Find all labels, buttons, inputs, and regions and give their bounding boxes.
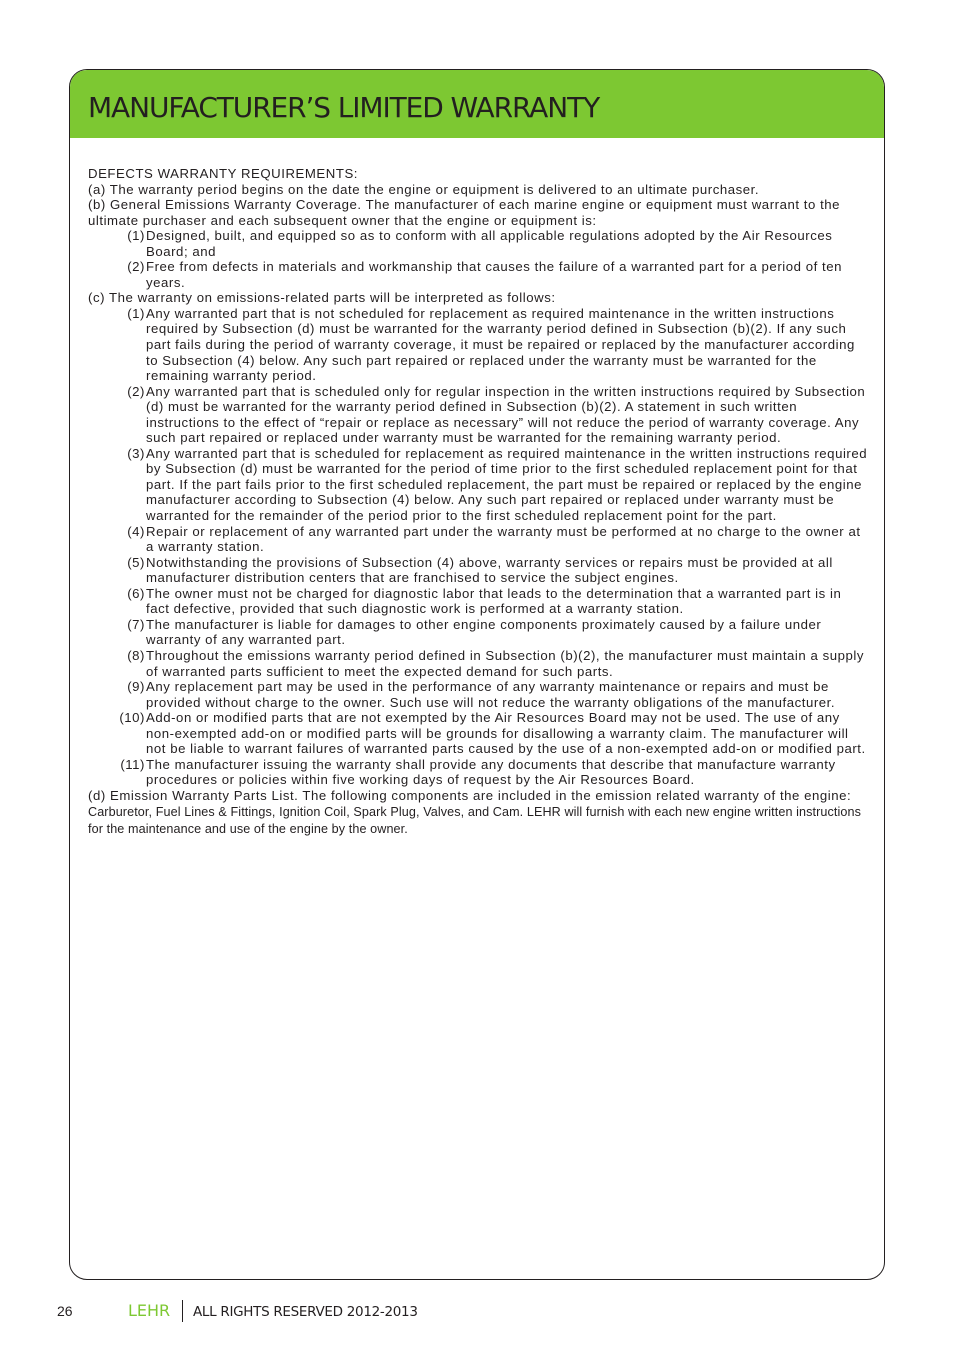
list-item-number: (4) [127, 523, 145, 539]
list-item-text: Any replacement part may be used in the performance of any warranty maintenance or repairs and must be provided without charge to the owner. Such use will not reduce the warranty obligations of the manufacturer. [146, 679, 836, 710]
clause-a: (a) The warranty period begins on the date the engine or equipment is delivered to an ultimate purchaser. [88, 181, 760, 197]
list-item-number: (5) [127, 554, 145, 570]
list-item [88, 710, 868, 757]
list-item-text: The manufacturer is liable for damages to other engine components proximately caused by a failure under warranty of any warranted part. [146, 616, 822, 648]
list-item-text: Repair or replacement of any warranted part under the warranty must be performed at no charge to the owner at a warranty station. [146, 523, 861, 555]
list-item [88, 524, 868, 555]
list-item-text: Any warranted part that is scheduled for replacement as required maintenance in the written instructions required by Subsection (d) must be warranted for the period of time prior to the first scheduled replacement point for that part. If the part fails prior to the first scheduled replacement, the part must be repaired or replaced by the engine manufacturer according to Subsection (4) below. Any such part repaired or replaced under warranty must be warranted for the remainder of the period prior to the first scheduled replacement point for the part. [146, 445, 868, 524]
list-item-number: (1) [127, 228, 145, 244]
list-item-text: Any warranted part that is not scheduled for replacement as required maintenance in the written instructions required by Subsection (d) must be warranted for the warranty period defined in Subsection (b)(2). If any such part fails during the period of warranty coverage, it must be repaired or replaced by the manufacturer according to Subsection (4) below. Any such part repaired or replaced under the warranty must be warranted for the remaining warranty period. [146, 305, 855, 384]
list-item-number: (6) [127, 585, 145, 601]
list-item-number: (7) [127, 616, 145, 632]
section-heading: DEFECTS WARRANTY REQUIREMENTS: [88, 166, 359, 181]
list-item-number: (8) [127, 647, 145, 663]
list-item [88, 259, 868, 290]
clause-c: (c) The warranty on emissions-related parts will be interpreted as follows: [88, 290, 556, 306]
list-item-number: (3) [127, 445, 145, 461]
page-title: MANUFACTURER’S LIMITED WARRANTY [88, 91, 600, 124]
list-item-text: Designed, built, and equipped so as to conform with all applicable regulations adopted by the Air Resources Board; and [146, 228, 833, 259]
list-item [88, 586, 868, 617]
list-item-number: (10) [119, 710, 145, 726]
list-item-text: Add-on or modified parts that are not exempted by the Air Resources Board may not be used. The use of any non-exempted add-on or modified parts will be grounds for disallowing a warranty claim. The manufacturer will not be liable to warrant failures of warranted parts caused by the use of a non-exempted add-on or modified part. [146, 710, 866, 757]
list-item [88, 446, 868, 524]
copyright-text: ALL RIGHTS RESERVED 2012-2013 [193, 1304, 418, 1320]
list-item-number: (2) [127, 383, 145, 399]
clause-c-list [88, 306, 868, 788]
list-item [88, 228, 868, 259]
page-footer [0, 1303, 954, 1327]
list-item-number: (9) [127, 679, 145, 695]
list-item-number: (1) [127, 305, 145, 321]
list-item-text: The owner must not be charged for diagnostic labor that leads to the determination that a warranted part is in fact defective, provided that such diagnostic work is performed at a warranty station. [146, 585, 842, 617]
footer-divider [182, 1300, 183, 1322]
list-item-text: Throughout the emissions warranty period defined in Subsection (b)(2), the manufacturer must maintain a supply of warranted parts sufficient to meet the expected demand for such parts. [146, 647, 865, 679]
brand-name: LEHR [128, 1301, 171, 1320]
clause-d [88, 788, 868, 838]
list-item-text: The manufacturer issuing the warranty shall provide any documents that describe that manufacture warranty procedures or policies within five working days of request by the Air Resources Board. [146, 756, 836, 788]
page-number: 26 [57, 1303, 73, 1319]
list-item-number: (2) [127, 259, 145, 275]
list-item-number: (11) [120, 756, 145, 772]
list-item-text: Notwithstanding the provisions of Subsection (4) above, warranty services or repairs must be provided at all manufacturer distribution centers that are franchised to service the subject engines. [146, 554, 833, 586]
list-item [88, 648, 868, 679]
title-banner [70, 70, 884, 138]
list-item [88, 679, 868, 710]
list-item [88, 617, 868, 648]
clause-d-lead: (d) Emission Warranty Parts List. The following components are included in the emission related warranty of the engine: [88, 787, 852, 803]
list-item-text: Any warranted part that is scheduled only for regular inspection in the written instructions required by Subsection (d) must be warranted for the warranty period defined in Subsection (b)(2). A statement in such written instructions to the effect of “repair or replace as necessary” will not reduce the period of warranty coverage. Any such part repaired or replaced under warranty must be warranted for the remaining warranty period. [146, 383, 866, 446]
list-item [88, 555, 868, 586]
warranty-text [88, 166, 868, 838]
list-item [88, 757, 868, 788]
clause-b-list [88, 228, 868, 290]
list-item [88, 306, 868, 384]
clause-d-parts: Carburetor, Fuel Lines & Fittings, Ignition Coil, Spark Plug, Valves, and Cam. LEHR will furnish with each new engine written instructions for the maintenance and use of the engine by the owner. [88, 805, 862, 836]
clause-b: (b) General Emissions Warranty Coverage. The manufacturer of each marine engine or equipment must warrant to the ultimate purchaser and each subsequent owner that the engine or equipment is: [88, 197, 841, 228]
list-item [88, 384, 868, 446]
list-item-text: Free from defects in materials and workmanship that causes the failure of a warranted part for a period of ten years. [146, 259, 843, 290]
